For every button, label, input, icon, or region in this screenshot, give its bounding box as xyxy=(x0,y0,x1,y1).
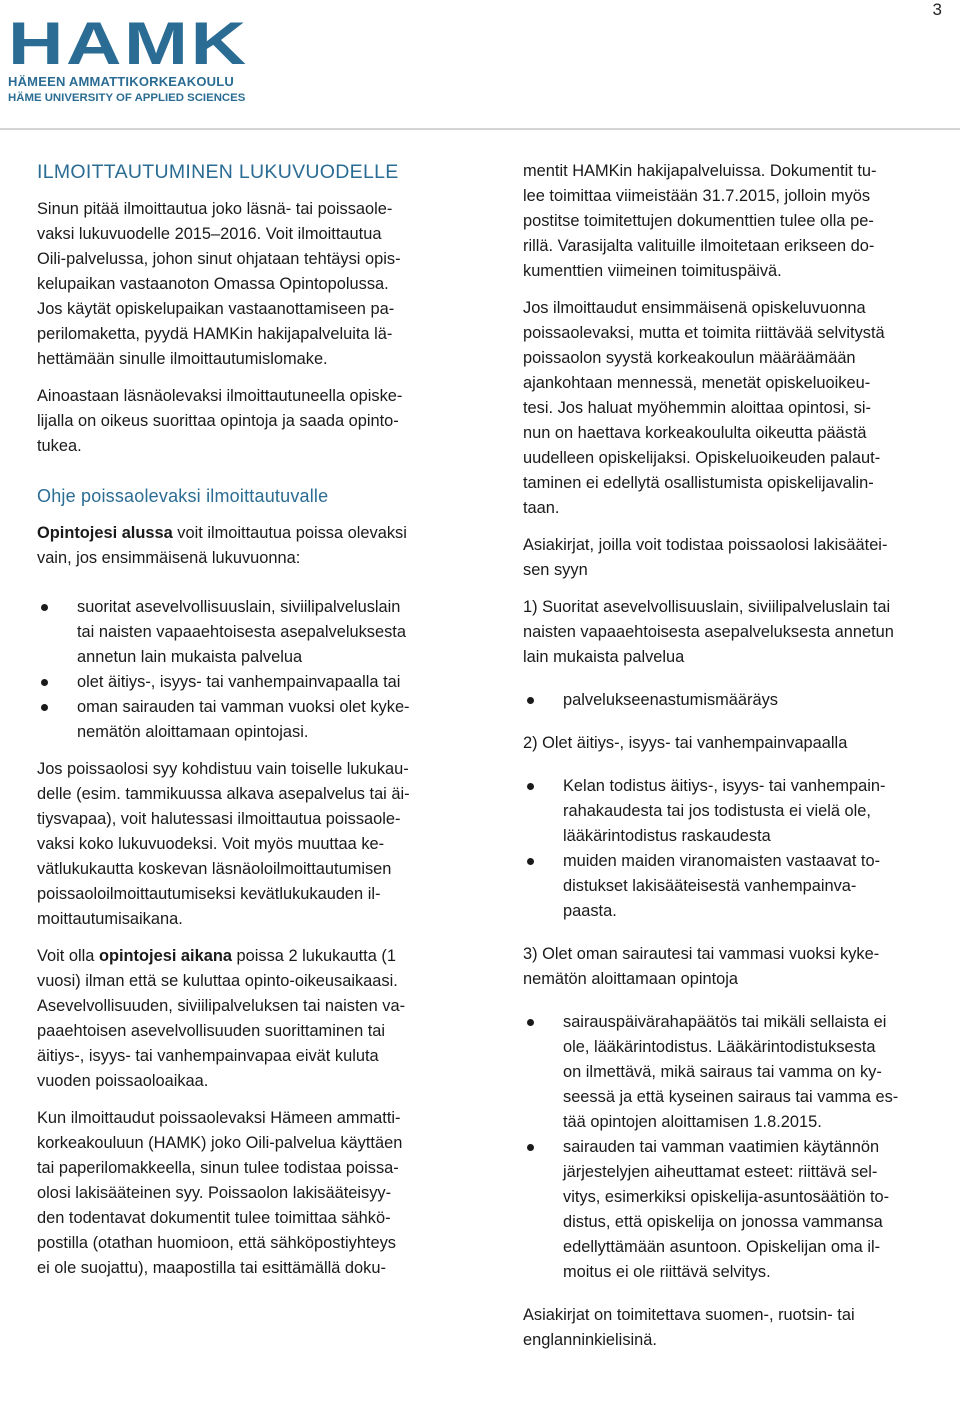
left-column xyxy=(37,160,463,1293)
list-item: palvelukseenastumismääräys xyxy=(523,688,951,713)
reason-3-heading: 3) Olet oman sairautesi tai vammasi vuoksi kyke- nemätön aloittamaan opintoja xyxy=(523,945,880,988)
list-item: olet äitiys-, isyys- tai vanhempainvapaalla tai xyxy=(37,670,463,695)
reason-2-heading: 2) Olet äitiys-, isyys- tai vanhempainvapaalla xyxy=(523,734,848,752)
logo-subtitle-en: HÄME UNIVERSITY OF APPLIED SCIENCES xyxy=(8,92,246,104)
start-of-studies-paragraph xyxy=(37,521,463,571)
paragraph-text: poissa 2 lukukautta (1 vuosi) ilman että se kuluttaa opinto-oikeusaikaasi. Asevelvollisuuden, siviilipalveluksen tai naisten va- paaehtoisen asevelvollisuuden suorittaminen tai äitiys-, isyys- tai vanhempainvapaa eivät kuluta vuoden poissaoloaikaa. xyxy=(37,947,406,1090)
one-term-paragraph: Jos poissaolosi syy kohdistuu vain toiselle lukukau- delle (esim. tammikuussa alkava asepalvelus tai äi- tiysvapaa), voit halutessasi ilmoittautua poissaole- vaksi koko lukuvuodeksi. Voit myös muuttaa ke- vätlukukautta koskevan läsnäoloilmoittautumisen poissaoloilmoittautumiseksi kevätlukukauden il- moittautumisaikana. xyxy=(37,760,410,928)
logo-wordmark: HAMK xyxy=(8,10,249,77)
subheading-absent: Ohje poissaolevaksi ilmoittautuvalle xyxy=(37,486,329,506)
list-item: Kelan todistus äitiys-, isyys- tai vanhempain- rahakaudesta tai jos todistusta ei vielä ole, lääkärintodistus raskaudesta xyxy=(523,774,951,849)
documents-intro-paragraph: Asiakirjat, joilla voit todistaa poissaolosi lakisäätei- sen syyn xyxy=(523,536,888,579)
attendance-paragraph: Ainoastaan läsnäolevaksi ilmoittautuneella opiske- lijalla on oikeus suorittaa opintoja ja saada opinto- tukea. xyxy=(37,387,403,455)
bold-phrase: Opintojesi alussa xyxy=(37,524,173,542)
paragraph-text: voit ilmoittautua poissa olevaksi vain, jos ensimmäisenä lukuvuonna: xyxy=(37,524,407,567)
intro-paragraph: Sinun pitää ilmoittautua joko läsnä- tai poissaole- vaksi lukuvuodelle 2015–2016. Voit ilmoittautua Oili-palvelussa, johon sinut ohjataan tehtäysi opis- kelupaikan vastaanoton Omassa Opintopolussa. Jos käytät opiskelupaikan vastaanottamiseen pa- perilomaketta, pyydä HAMKin hakijapalveluita lä- hettämään sinulle ilmoittautumislomake. xyxy=(37,200,401,368)
consequence-paragraph: Jos ilmoittaudut ensimmäisenä opiskeluvuonna poissaolevaksi, mutta et toimita riittävää selvitystä poissaolon syystä korkeakoulun määräämään ajankohtaan mennessä, menetät opiskeluoikeu- tesi. Jos haluat myöhemmin aloittaa opintosi, si- nun on haettava korkeakoululta oikeutta päästä uudelleen opiskelijaksi. Opiskeluoikeuden palaut- taminen ei edellytä osallistumista opiskelijavalin- taan. xyxy=(523,299,885,517)
proof-paragraph: Kun ilmoittaudut poissaolevaksi Hämeen ammatti- korkeakouluun (HAMK) joko Oili-palvelua käyttäen tai paperilomakkeella, sinun tulee todistaa poissa- olosi lakisääteinen syy. Poissaolon lakisääteisyy- den todentavat dokumentit tulee toimittaa sähkö- postilla (otathan huomioon, että sähköpostiyhteys ei ole suojattu), maapostilla tai esittämällä doku- xyxy=(37,1109,403,1277)
hamk-logo xyxy=(8,10,268,106)
reason-1-heading: 1) Suoritat asevelvollisuuslain, siviilipalveluslain tai naisten vapaaehtoisesta asepalveluksesta annetun lain mukaista palvelua xyxy=(523,598,894,666)
header-divider xyxy=(0,128,960,130)
logo-subtitle-fi: HÄMEEN AMMATTIKORKEAKOULU xyxy=(8,74,234,89)
list-item: muiden maiden viranomaisten vastaavat to- distukset lakisääteisestä vanhempainva- paasta. xyxy=(523,849,951,924)
right-column xyxy=(523,159,951,1365)
list-item: oman sairauden tai vamman vuoksi olet kyke- nemätön aloittamaan opintojasi. xyxy=(37,695,463,745)
list-item: sairauspäivärahapäätös tai mikäli sellaista ei ole, lääkärintodistus. Lääkärintodistuksesta on ilmettävä, mikä sairaus tai vamma on ky- seessä ja että kyseinen sairaus tai vamma es- tää opintojen aloittamisen 1.8.2015. xyxy=(523,1010,951,1135)
page-number: 3 xyxy=(932,0,942,19)
list-item: sairauden tai vamman vaatimien käytännön järjestelyjen aiheuttamat esteet: riittävä sel- vitys, esimerkiksi opiskelija-asuntosäätiön to- distus, että opiskelija on jonossa vammansa edellyttämään asuntoon. Opiskelijan oma il- moitus ei ole riittävä selvitys. xyxy=(523,1135,951,1285)
section-heading: ILMOITTAUTUMINEN LUKUVUODELLE xyxy=(37,161,399,183)
reason-2-list xyxy=(523,774,951,924)
list-item: suoritat asevelvollisuuslain, siviilipalveluslain tai naisten vapaaehtoisesta asepalveluksesta annetun lain mukaista palvelua xyxy=(37,595,463,670)
reason-1-list xyxy=(523,688,951,713)
absence-reasons-list xyxy=(37,595,463,745)
language-paragraph: Asiakirjat on toimitettava suomen-, ruotsin- tai englanninkielisinä. xyxy=(523,1306,855,1349)
paragraph-text: Voit olla xyxy=(37,947,99,965)
reason-3-list xyxy=(523,1010,951,1285)
documents-deadline-paragraph: mentit HAMKin hakijapalveluissa. Dokumentit tu- lee toimittaa viimeistään 31.7.2015, jolloin myös postitse toimitettujen dokumenttien tulee olla pe- rillä. Varasijalta valituille ilmoitetaan erikseen do- kumenttien viimeinen toimituspäivä. xyxy=(523,162,877,280)
during-studies-paragraph xyxy=(37,944,463,1094)
bold-phrase: opintojesi aikana xyxy=(98,947,232,965)
